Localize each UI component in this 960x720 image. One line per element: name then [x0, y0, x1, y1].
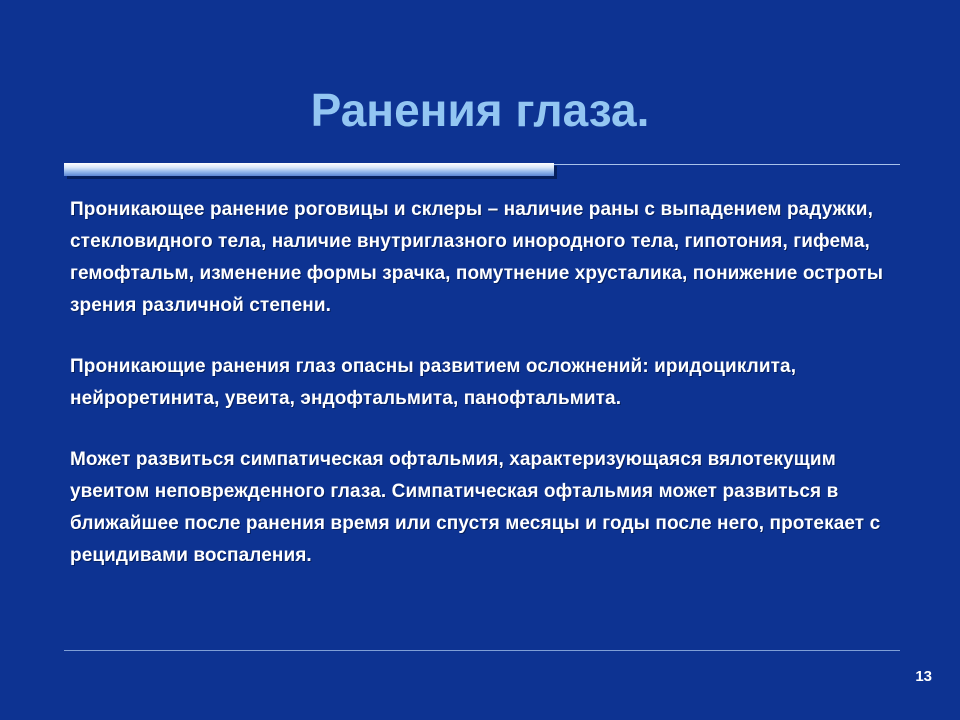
title-underline-line	[554, 164, 900, 165]
paragraph-sympathetic-ophthalmia: Может развиться симпатическая офтальмия, характеризующаяся вялотекущим увеитом неповрежденного глаза. Симпатическая офтальмия может развиться в ближайшее после ранения время или спустя месяцы и годы после него, протекает с рецидивами воспаления.	[70, 449, 881, 566]
footer-divider	[64, 650, 900, 651]
slide-content	[70, 194, 900, 601]
paragraph-complications: Проникающие ранения глаз опасны развитием осложнений: иридоциклита, нейроретинита, увеита, эндофтальмита, панофтальмита.	[70, 356, 797, 409]
slide-title: Ранения глаза.	[310, 84, 650, 136]
title-underline-bar	[64, 163, 554, 176]
page-number: 13	[915, 668, 932, 685]
paragraph-penetrating-wound: Проникающее ранение роговицы и склеры – наличие раны с выпадением радужки, стекловидного тела, наличие внутриглазного инородного тела, гипотония, гифема, гемофтальм, изменение формы зрачка, помутнение хрусталика, понижение остроты зрения различной степени.	[70, 199, 884, 316]
